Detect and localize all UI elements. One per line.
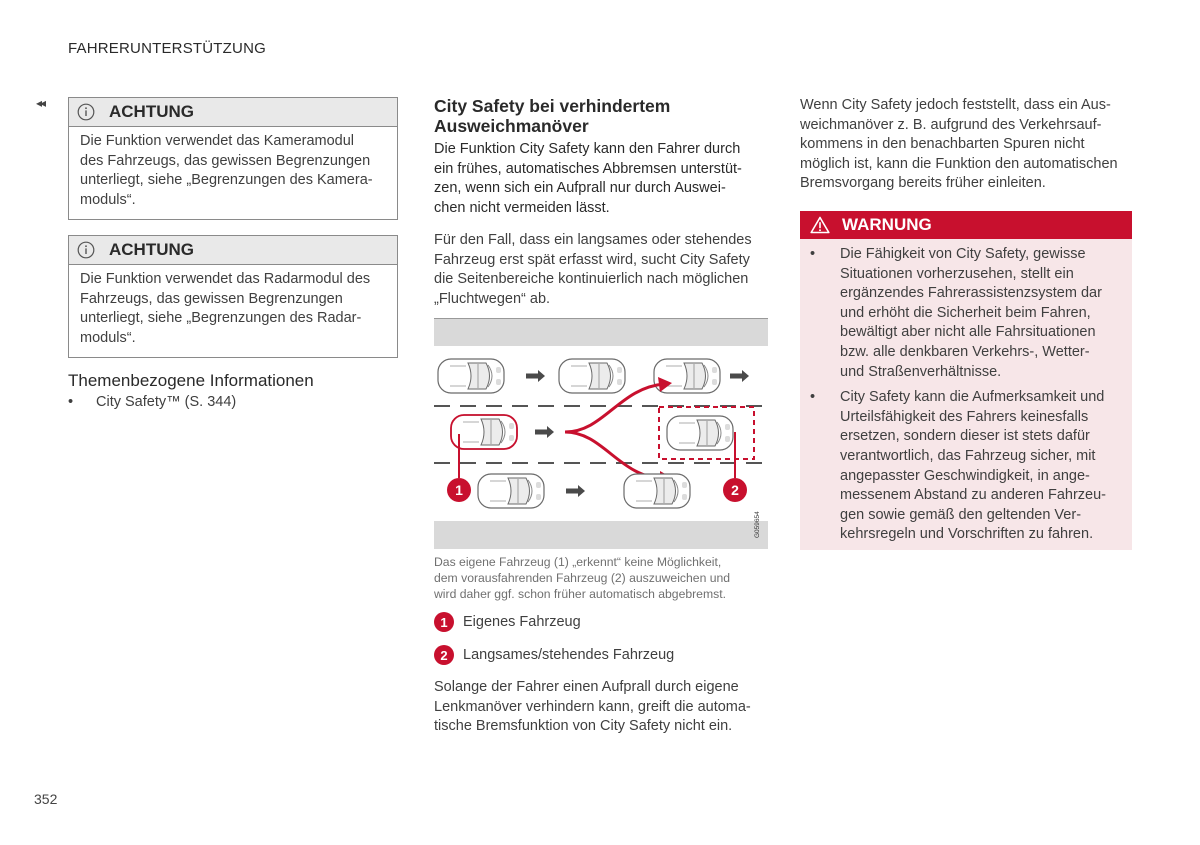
marker-1-label: 1 [455, 482, 463, 498]
note-title: ACHTUNG [109, 102, 194, 121]
text-line: und erhöht die Sicherheit beim Fahren, [840, 304, 1091, 321]
text-line: Fahrzeug erst spät erfasst wird, sucht City Safety [434, 251, 750, 268]
text-line: ergänzendes Fahrerassistenzsystem dar [840, 285, 1102, 302]
note-header [69, 236, 397, 265]
text-line: Für den Fall, dass ein langsames oder stehendes [434, 232, 752, 248]
section-title [434, 96, 774, 136]
caption-line: dem vorausfahrenden Fahrzeug (2) auszuweichen und [434, 571, 731, 585]
legend-label: Langsames/stehendes Fahrzeug [463, 647, 675, 663]
note-header [69, 98, 397, 127]
text-line: Lenkmanöver verhindern kann, greift die automa- [434, 698, 751, 715]
text-line: möglich ist, kann die Funktion den automatischen [800, 155, 1118, 172]
car-icon [624, 474, 690, 508]
caption-line: Das eigene Fahrzeug (1) „erkennt“ keine Möglichkeit, [434, 555, 722, 569]
note-title: ACHTUNG [109, 240, 194, 259]
text-line: Bremsvorgang bereits früher einleiten. [800, 175, 1046, 192]
text-line: Solange der Fahrer einen Aufprall durch eigene [434, 679, 739, 695]
note-line: unterliegt, siehe „Begrenzungen des Radar- [80, 310, 362, 327]
text-line: die Seitenbereiche kontinuierlich nach möglichen [434, 271, 749, 288]
paragraph-steering [434, 678, 769, 737]
text-line: Die Funktion City Safety kann den Fahrer durch [434, 141, 741, 157]
own-vehicle [451, 415, 517, 449]
text-line: Urteilsfähigkeit des Fahrers keinesfalls [840, 408, 1089, 425]
text-line: „Fluchtwegen“ ab. [434, 290, 551, 307]
warning-list [800, 239, 1132, 545]
note-box-radar [68, 235, 398, 358]
legend-item-own-vehicle [434, 612, 581, 632]
title-line: City Safety bei verhindertem [434, 96, 671, 116]
legend-item-slow-vehicle [434, 645, 674, 665]
text-line: bzw. alle denkbaren Verkehrs-, Wetter- [840, 343, 1090, 360]
note-line: Die Funktion verwendet das Radarmodul des [80, 271, 371, 287]
warning-item [810, 245, 1118, 382]
text-line: verantwortlich, das Fahrzeug sicher, mit [840, 447, 1096, 464]
warning-item [810, 388, 1118, 545]
legend-badge-2: 2 [434, 645, 454, 665]
marker-2-label: 2 [731, 482, 739, 498]
section-header: FAHRERUNTERSTÜTZUNG [68, 40, 266, 57]
text-line: zen, wenn sich ein Aufprall nur durch Auswei- [434, 180, 726, 197]
text-line: Wenn City Safety jedoch feststellt, dass ein Aus- [800, 97, 1111, 113]
bullet: • [810, 389, 816, 406]
warning-triangle-icon [810, 216, 830, 234]
legend-label: Eigenes Fahrzeug [463, 614, 581, 630]
paragraph-escape-paths [434, 231, 769, 309]
intro-paragraph [434, 140, 769, 218]
info-icon [77, 241, 95, 259]
text-line: kommens in den benachbarten Spuren nicht [800, 136, 1085, 153]
info-icon [77, 103, 95, 121]
warning-box [800, 211, 1132, 550]
related-link[interactable] [68, 394, 236, 410]
note-line: moduls“. [80, 191, 136, 208]
text-line: gen sowie gemäß den geltenden Ver- [840, 506, 1082, 523]
note-line: des Fahrzeugs, das gewissen Begrenzungen [80, 152, 371, 169]
note-line: Die Funktion verwendet das Kameramodul [80, 133, 355, 149]
bullet: • [810, 246, 816, 262]
page-number: 352 [34, 791, 58, 807]
warning-header [800, 211, 1132, 239]
text-line: ein frühes, automatisches Abbremsen unterstüt- [434, 160, 742, 177]
text-line: kehrsregeln und Vorschriften zu fahren. [840, 526, 1094, 543]
paragraph-early-braking [800, 96, 1135, 194]
caption-line: wird daher ggf. schon früher automatisch abgebremst. [434, 587, 726, 601]
traffic-illustration [434, 318, 768, 549]
title-line: Ausweichmanöver [434, 116, 589, 136]
text-line: bewältigt aber nicht alle Fahrsituationen [840, 324, 1096, 341]
text-line: weichmanöver z. B. aufgrund des Verkehrsauf- [800, 116, 1102, 133]
note-line: unterliegt, siehe „Begrenzungen des Kamera- [80, 172, 373, 189]
figure-caption [434, 554, 769, 602]
note-text [69, 127, 397, 219]
note-text [69, 265, 397, 357]
back-arrow-icon[interactable]: ◂◂ [36, 96, 45, 110]
text-line: und Straßenverhältnisse. [840, 363, 1002, 380]
text-line: chen nicht vermeiden lässt. [434, 199, 610, 216]
text-line: angepasster Geschwindigkeit, in ange- [840, 467, 1090, 484]
car-icon [559, 359, 625, 393]
figure-code: G059654 [754, 511, 761, 538]
car-icon [478, 474, 544, 508]
text-line: messenem Abstand zu anderen Fahrzeu- [840, 487, 1106, 504]
note-line: moduls“. [80, 329, 136, 346]
car-icon [667, 416, 733, 450]
note-line: Fahrzeugs, das gewissen Begrenzungen [80, 290, 343, 307]
legend-badge-1: 1 [434, 612, 454, 632]
related-info-title: Themenbezogene Informationen [68, 371, 314, 390]
text-line: tische Bremsfunktion von City Safety nicht ein. [434, 718, 733, 735]
bullet: • [68, 394, 74, 410]
warning-title: WARNUNG [842, 215, 932, 234]
text-line: ersetzen, sondern dieser ist stets dafür [840, 428, 1090, 445]
text-line: Situationen vorherzusehen, stellt ein [840, 265, 1074, 282]
text-line: Die Fähigkeit von City Safety, gewisse [840, 246, 1086, 262]
note-box-camera [68, 97, 398, 220]
car-icon [438, 359, 504, 393]
related-link-text[interactable]: City Safety™ (S. 344) [96, 394, 237, 410]
text-line: City Safety kann die Aufmerksamkeit und [840, 389, 1105, 406]
